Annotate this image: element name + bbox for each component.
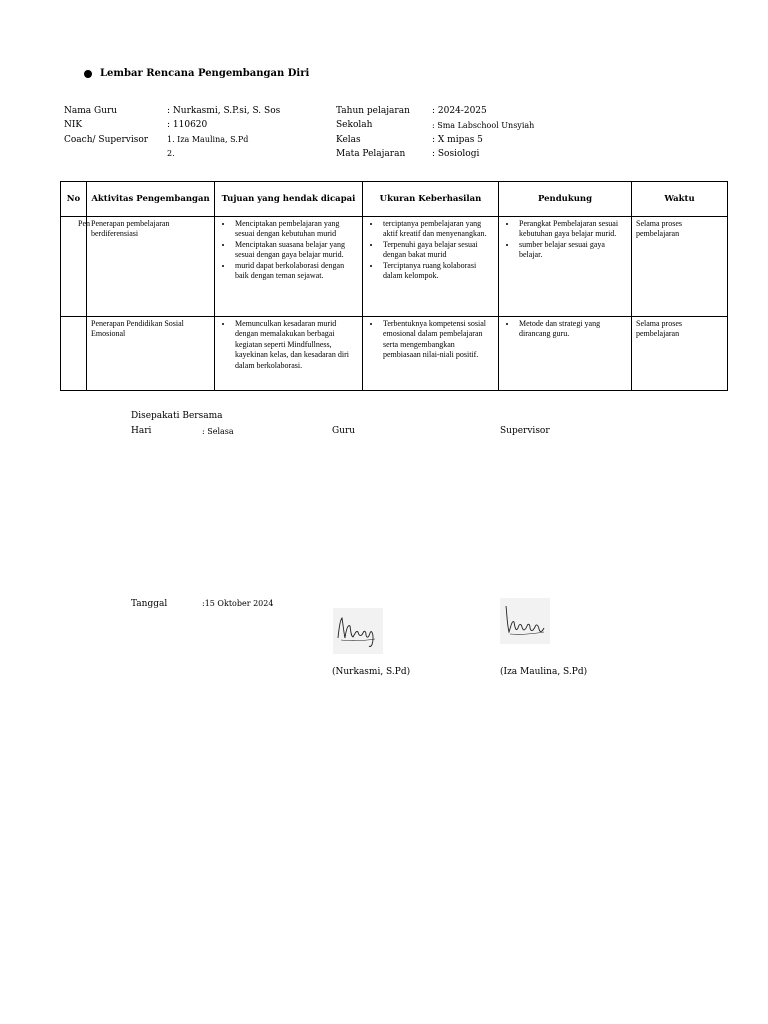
cell-waktu: Selama proses pembelajaran: [632, 317, 728, 391]
table-row: [61, 217, 728, 317]
cell-aktivitas: Penerapan Pendidikan Sosial Emosional: [87, 317, 215, 391]
cell-ukuran: [363, 317, 499, 391]
list-item: • murid dapat berkolaborasi dengan baik dengan teman sejawat.: [233, 261, 358, 282]
date-label: Tanggal: [131, 599, 168, 609]
cell-no: [61, 317, 87, 391]
list-item: • Perangkat Pembelajaran sesuai kebutuhan gaya belajar murid.: [517, 219, 627, 240]
signature-icon: [500, 598, 550, 644]
cell-no: [61, 217, 90, 317]
day-label: Hari: [131, 426, 152, 436]
header-waktu: Waktu: [632, 182, 728, 217]
table-row: [61, 317, 728, 391]
info-value-nik: : 110620: [167, 120, 208, 130]
cell-waktu: Selama proses pembelajaran: [632, 217, 728, 317]
list-item: • sumber belajar sesuai gaya belajar.: [517, 240, 627, 261]
info-label-coach: Coach/ Supervisor: [64, 135, 149, 145]
date-value: :15 Oktober 2024: [202, 599, 274, 608]
document-title-text: Lembar Rencana Pengembangan Diri: [100, 68, 310, 79]
info-value-nama-guru: : Nurkasmi, S.P.si, S. Sos: [167, 106, 281, 116]
info-label-tahun: Tahun pelajaran: [336, 106, 410, 116]
cell-tujuan: [215, 317, 363, 391]
list-item: • Metode dan strategi yang dirancang guru.: [517, 319, 627, 340]
table-header-row: [61, 182, 728, 217]
header-tujuan: Tujuan yang hendak dicapai: [215, 182, 363, 217]
header-aktivitas: Aktivitas Pengembangan: [87, 182, 215, 217]
info-value-mapel: : Sosiologi: [432, 149, 480, 159]
info-value-coach-1: 1. Iza Maulina, S.Pd: [167, 135, 249, 144]
development-plan-table: [60, 181, 728, 391]
info-value-tahun: : 2024-2025: [432, 106, 487, 116]
header-no: No: [61, 182, 87, 217]
list-item: • Terbentuknya kompetensi sosial emosional dalam pembelajaran serta mengembangkan pembiasaan nilai-niali positif.: [381, 319, 494, 361]
info-label-mapel: Mata Pelajaran: [336, 149, 406, 159]
info-value-kelas: : X mipas 5: [432, 135, 483, 145]
header-pendukung: Pendukung: [499, 182, 632, 217]
signature-icon: [333, 608, 383, 654]
info-value-coach-2: 2.: [167, 149, 175, 158]
cell-no-text: Pen: [78, 219, 90, 228]
info-label-nama-guru: Nama Guru: [64, 106, 118, 116]
info-label-kelas: Kelas: [336, 135, 361, 145]
list-item: • Menciptakan suasana belajar yang sesuai dengan gaya belajar murid.: [233, 240, 358, 261]
header-ukuran: Ukuran Keberhasilan: [363, 182, 499, 217]
cell-pendukung: [499, 217, 632, 317]
bullet-icon: [84, 70, 92, 78]
cell-aktivitas: Penerapan pembelajaran berdiferensiasi: [87, 217, 215, 317]
supervisor-label: Supervisor: [500, 426, 550, 436]
document-title: [84, 68, 309, 79]
day-value: : Selasa: [202, 427, 234, 436]
list-item: • Memunculkan kesadaran murid dengan memalakukan berbagai kegiatan seperti Mindfullness, kayekinan kelas, dan kesadaran diri dalam berkolaborasi.: [233, 319, 358, 371]
guru-signature: [333, 608, 383, 654]
agreement-heading: Disepakati Bersama: [131, 411, 223, 421]
guru-name: (Nurkasmi, S.Pd): [332, 667, 411, 677]
info-label-sekolah: Sekolah: [336, 120, 373, 130]
cell-pendukung: [499, 317, 632, 391]
list-item: • Terciptanya ruang kolaborasi dalam kelompok.: [381, 261, 494, 282]
supervisor-name: (Iza Maulina, S.Pd): [500, 667, 588, 677]
info-label-nik: NIK: [64, 120, 83, 130]
list-item: • terciptanya pembelajaran yang aktif kreatif dan menyenangkan.: [381, 219, 494, 240]
list-item: • Menciptakan pembelajaran yang sesuai dengan kebutuhan murid: [233, 219, 358, 240]
cell-ukuran: [363, 217, 499, 317]
cell-tujuan: [215, 217, 363, 317]
supervisor-signature: [500, 598, 550, 644]
list-item: • Terpenuhi gaya belajar sesuai dengan bakat murid: [381, 240, 494, 261]
info-value-sekolah: : Sma Labschool Unsyiah: [432, 121, 535, 130]
guru-label: Guru: [332, 426, 356, 436]
